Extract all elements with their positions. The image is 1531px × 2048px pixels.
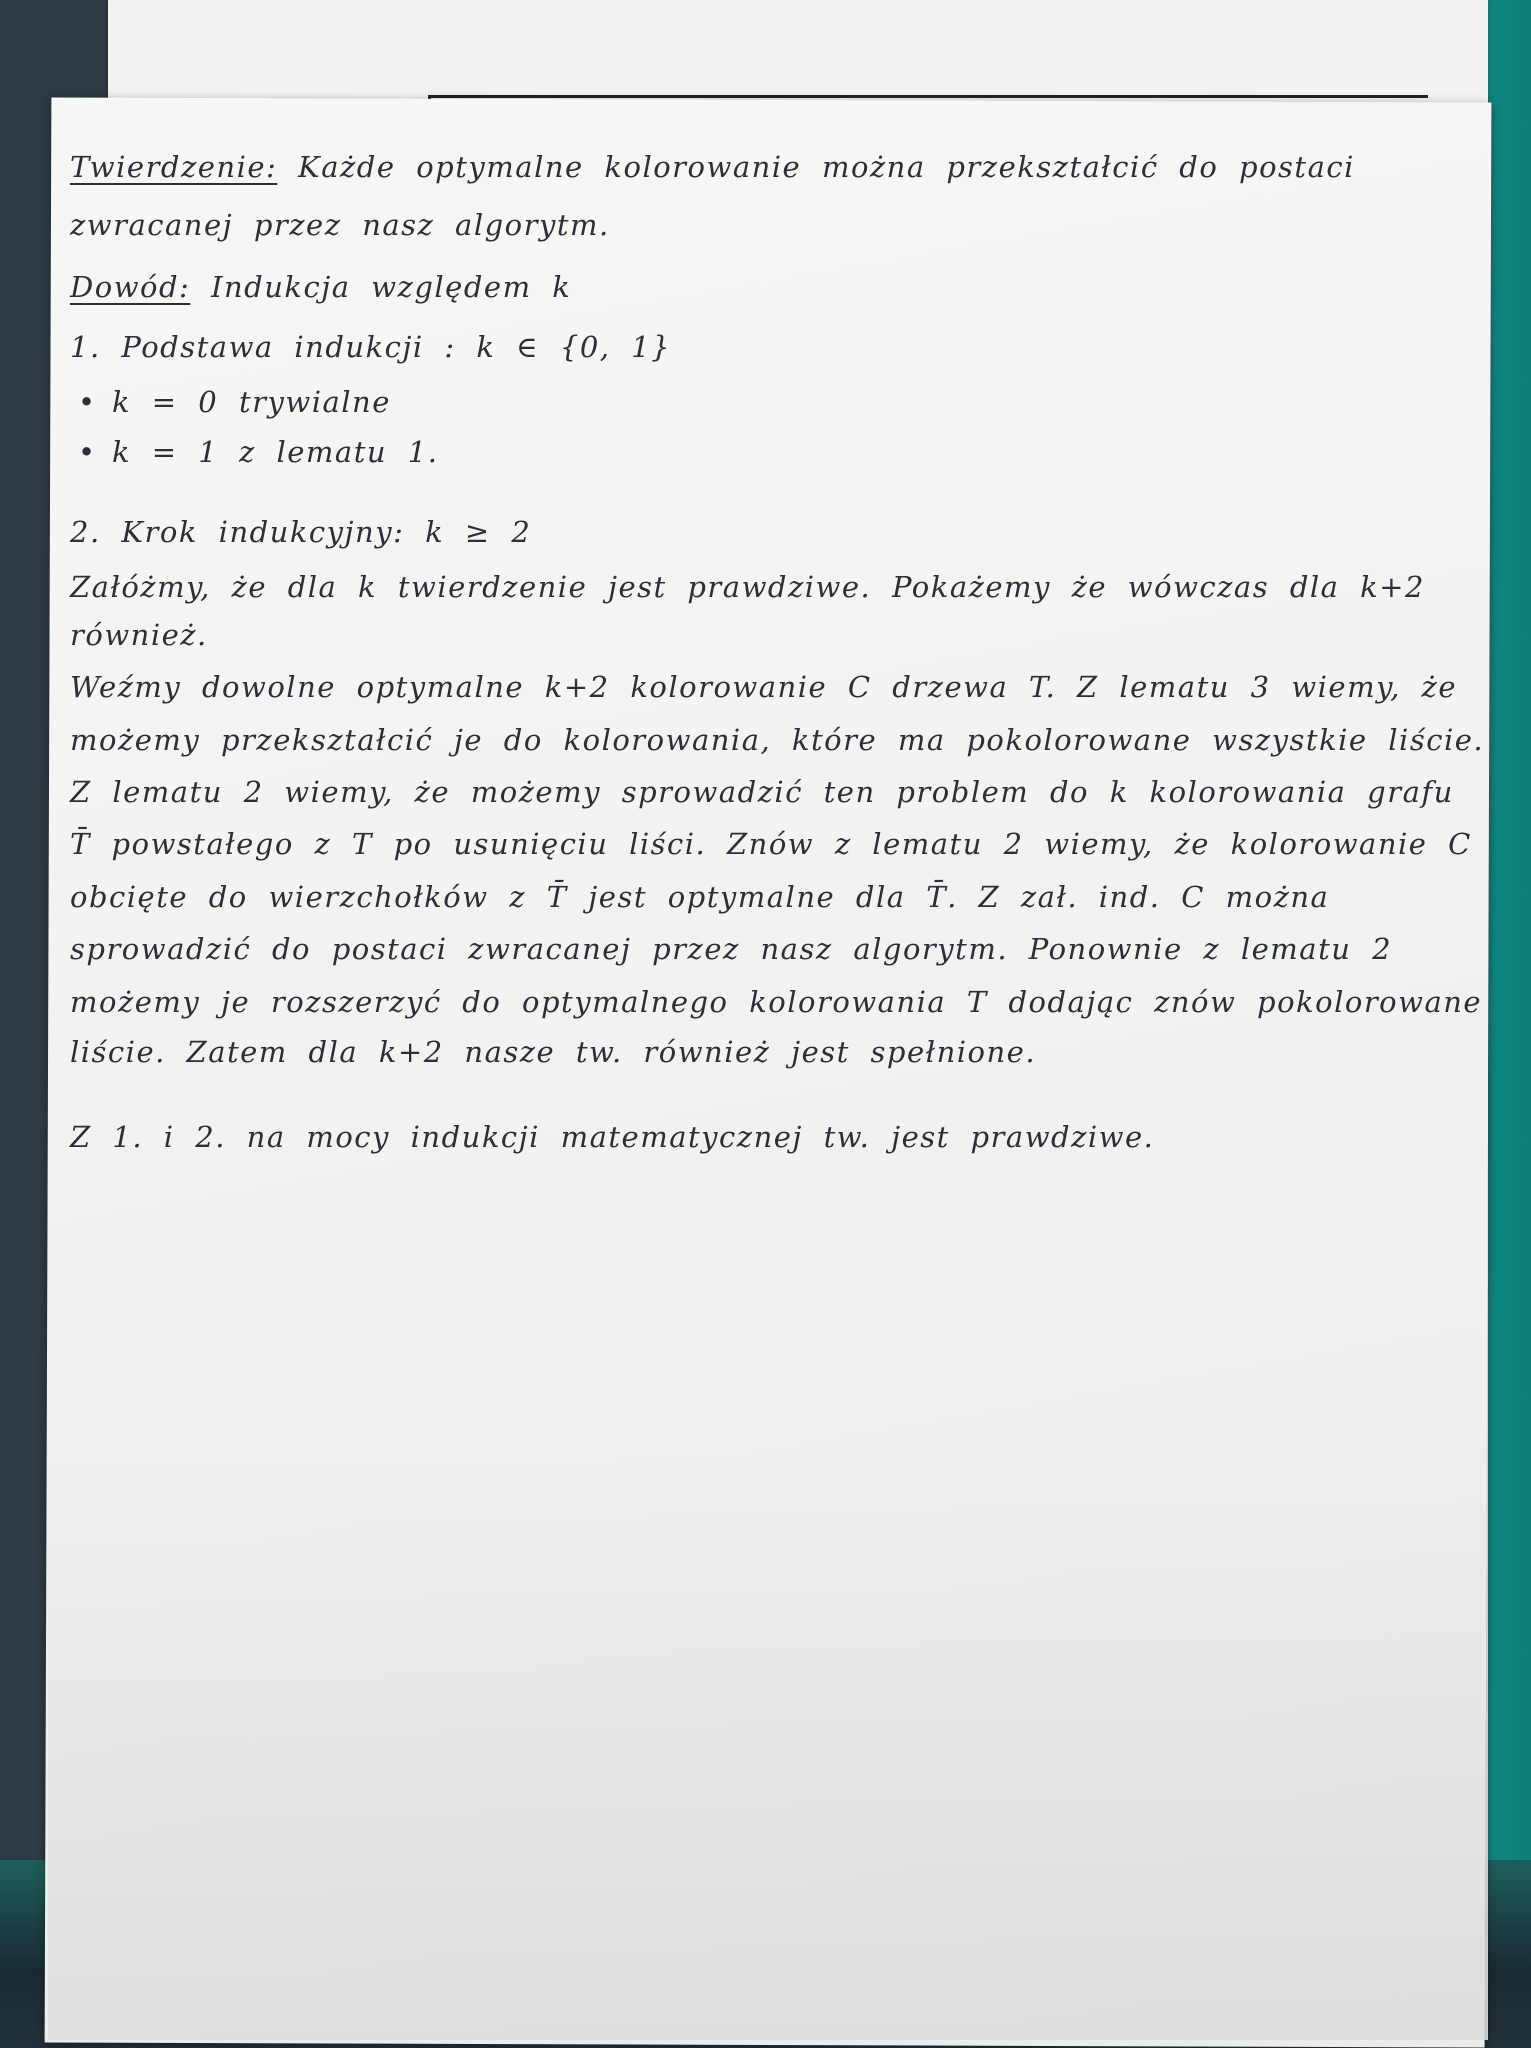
base-heading: 1. Podstawa indukcji : k ∈ {0, 1} [70, 330, 672, 364]
step-line-4: Z lematu 2 wiemy, że możemy sprowadzić ten problem do k kolorowania grafu [70, 775, 1454, 809]
bullet: • [78, 435, 97, 469]
bullet: • [78, 385, 97, 419]
theorem-line-1 [70, 150, 1355, 184]
step-line-2: Weźmy dowolne optymalne k+2 kolorowanie C drzewa T. Z lematu 3 wiemy, że [70, 670, 1457, 704]
step-line-7: sprowadzić do postaci zwracanej przez nasz algorytm. Ponownie z lematu 2 [70, 932, 1393, 966]
theorem-label: Twierdzenie: [70, 150, 278, 184]
proof-intro: Indukcja względem k [211, 270, 572, 304]
step-line-3: możemy przekształcić je do kolorowania, które ma pokolorowane wszystkie liście. [70, 723, 1485, 757]
base-case-0 [70, 385, 391, 419]
step-line-6: obcięte do wierzchołków z T̄ jest optymalne dla T̄. Z zał. ind. C można [70, 880, 1330, 914]
step-line-8: możemy je rozszerzyć do optymalnego kolorowania T dodając znów pokolorowane [70, 985, 1483, 1019]
back-sheet-border [428, 95, 1428, 98]
base-case-text: k = 1 z lematu 1. [112, 435, 439, 469]
proof-label: Dowód: [70, 270, 191, 304]
step-line-9: liście. Zatem dla k+2 nasze tw. również jest spełnione. [70, 1035, 1037, 1069]
step-heading: 2. Krok indukcyjny: k ≥ 2 [70, 515, 532, 549]
base-case-1 [70, 435, 438, 469]
step-line-1: również. [70, 618, 208, 652]
step-line-0: Załóżmy, że dla k twierdzenie jest prawdziwe. Pokażemy że wówczas dla k+2 [70, 570, 1425, 604]
theorem-text-1: Każde optymalne kolorowanie można przekształcić do postaci [298, 150, 1355, 184]
base-case-text: k = 0 trywialne [112, 385, 391, 419]
conclusion: Z 1. i 2. na mocy indukcji matematycznej tw. jest prawdziwe. [70, 1120, 1155, 1154]
theorem-line-2: zwracanej przez nasz algorytm. [70, 208, 610, 242]
proof-line [70, 270, 571, 304]
step-line-5: T̄ powstałego z T po usunięciu liści. Znów z lematu 2 wiemy, że kolorowanie C [70, 827, 1472, 861]
